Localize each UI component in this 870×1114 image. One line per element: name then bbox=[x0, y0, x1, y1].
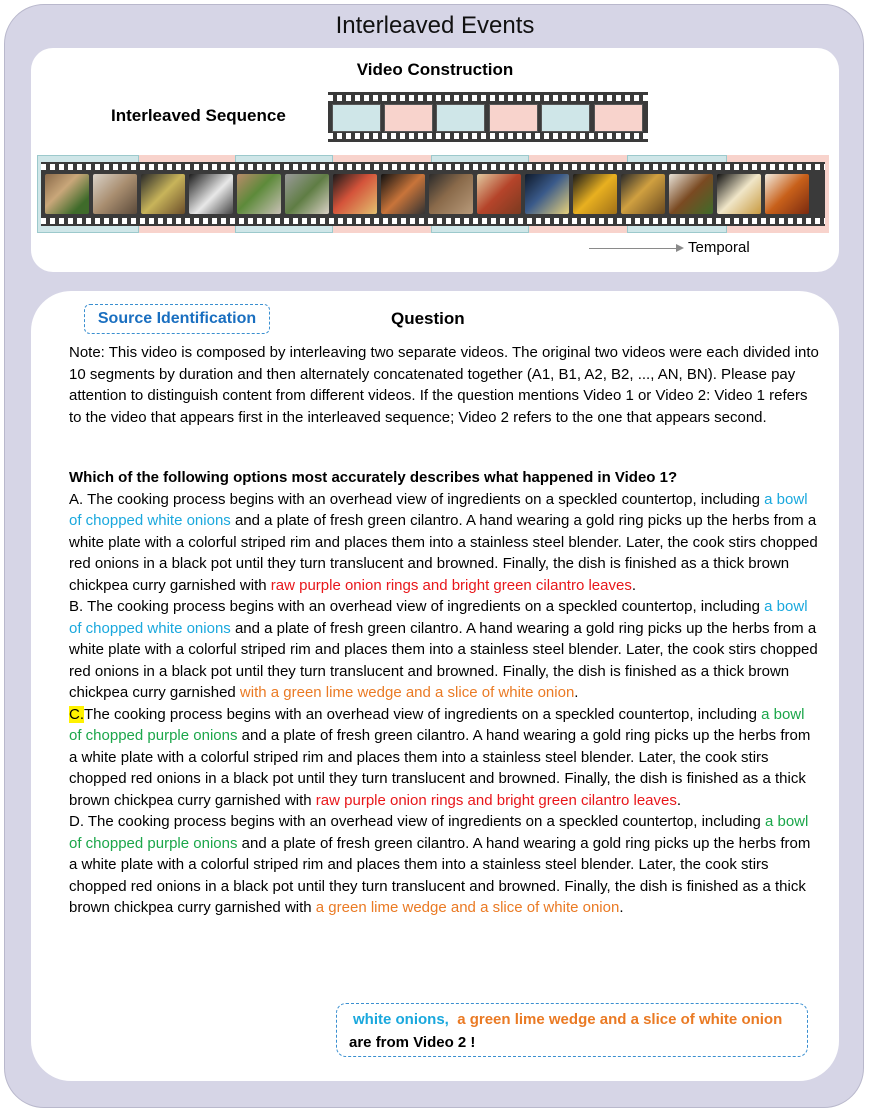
frame-thumbnail bbox=[141, 174, 185, 214]
option-text: The cooking process begins with an overhead view of ingredients on a speckled countertop, including bbox=[84, 813, 765, 830]
note-text: Note: This video is composed by interleaving two separate videos. The original two videos were each divided into 10 segments by duration and then alternately concatenated together (A1, B1, A2, B2, ..., AN, BN). Please pay attention to distinguish content from different videos. If the question mentions Video 1 or Video 2: Video 1 refers to the video that appears first in the interleaved sequence; Video 2 refers to the one that appears second. bbox=[69, 344, 819, 426]
temporal-label: Temporal bbox=[688, 239, 750, 256]
question-panel bbox=[31, 291, 839, 1081]
highlight-lime-garnish: a green lime wedge and a slice of white onion bbox=[315, 899, 620, 916]
sequence-segment-video2 bbox=[489, 104, 538, 132]
highlight-purple-onions: a bowl of chopped purple onions bbox=[69, 813, 809, 852]
video-construction-panel bbox=[31, 48, 839, 272]
frame-thumbnail bbox=[381, 174, 425, 214]
frame-thumbnail bbox=[93, 174, 137, 214]
sequence-segment-video1 bbox=[436, 104, 485, 132]
option-text: and a plate of fresh green cilantro. A hand wearing a gold ring picks up the herbs from a white plate with a colorful striped rim and places them into a stainless steel blender. Later, the cook stirs chopped red onions in a black pot until they turn translucent and browned. Finally, the dish is finished as a thick brown chickpea curry garnished with bbox=[69, 512, 818, 594]
page-title: Interleaved Events bbox=[335, 12, 535, 39]
highlight-white-onions: a bowl of chopped white onions bbox=[69, 598, 808, 637]
option-d bbox=[69, 811, 819, 919]
option-letter-correct: C. bbox=[69, 705, 84, 723]
sequence-segment-video2 bbox=[594, 104, 643, 132]
frame-thumbnail bbox=[573, 174, 617, 214]
temporal-arrow-line bbox=[589, 248, 681, 249]
callout-white-onions: white onions, bbox=[353, 1011, 449, 1028]
option-a bbox=[69, 489, 819, 597]
answer-callout bbox=[336, 1003, 808, 1057]
frame-thumbnail bbox=[525, 174, 569, 214]
frame-thumbnail bbox=[237, 174, 281, 214]
option-c bbox=[69, 704, 819, 812]
option-text: . bbox=[619, 899, 624, 916]
option-text: and a plate of fresh green cilantro. A hand wearing a gold ring picks up the herbs from a white plate with a colorful striped rim and places them into a stainless steel blender. Later, the cook stirs chopped red onions in a black pot until they turn translucent and browned. Finally, the dish is finished as a thick brown chickpea curry garnished bbox=[69, 619, 818, 701]
question-and-options bbox=[69, 467, 819, 919]
frame-thumbnail bbox=[429, 174, 473, 214]
callout-line-1 bbox=[353, 1011, 782, 1028]
option-letter: A. bbox=[69, 490, 84, 508]
frame-thumbnail bbox=[189, 174, 233, 214]
sequence-segment-video2 bbox=[384, 104, 433, 132]
option-text: . bbox=[574, 684, 579, 701]
option-letter: B. bbox=[69, 598, 84, 615]
sequence-label: Interleaved Sequence bbox=[111, 106, 286, 125]
option-b bbox=[69, 596, 819, 704]
option-letter: D. bbox=[69, 813, 84, 830]
highlight-purple-onions: a bowl of chopped purple onions bbox=[69, 705, 805, 744]
frame-thumbnail bbox=[765, 174, 809, 214]
option-text: . bbox=[631, 576, 636, 594]
highlight-purple-garnish: raw purple onion rings and bright green cilantro leaves bbox=[270, 576, 632, 594]
highlight-white-onions: a bowl of chopped white onions bbox=[69, 490, 808, 529]
frame-thumbnail bbox=[45, 174, 89, 214]
highlight-lime-garnish: with a green lime wedge and a slice of white onion bbox=[239, 684, 575, 701]
option-text: The cooking process begins with an overhead view of ingredients on a speckled countertop, including bbox=[83, 598, 765, 615]
callout-line-2: are from Video 2 ! bbox=[349, 1034, 476, 1051]
construction-title: Video Construction bbox=[356, 60, 514, 79]
option-text: The cooking process begins with an overhead view of ingredients on a speckled countertop, including bbox=[84, 705, 762, 723]
option-text: and a plate of fresh green cilantro. A hand wearing a gold ring picks up the herbs from a white plate with a colorful striped rim and places them into a stainless steel blender. Later, the cook stirs chopped red onions in a black pot until they turn translucent and browned. Finally, the dish is finished as a thick brown chickpea curry garnished with bbox=[69, 727, 811, 809]
frame-thumbnail bbox=[333, 174, 377, 214]
frame-thumbnail bbox=[669, 174, 713, 214]
sequence-segment-video1 bbox=[332, 104, 381, 132]
source-identification-badge: Source Identification bbox=[84, 304, 270, 334]
frame-thumbnail bbox=[477, 174, 521, 214]
option-text: The cooking process begins with an overhead view of ingredients on a speckled countertop, including bbox=[83, 490, 765, 508]
question-label: Question bbox=[391, 309, 465, 328]
sequence-filmstrip bbox=[328, 92, 648, 142]
sequence-segment-video1 bbox=[541, 104, 590, 132]
callout-lime-garnish: a green lime wedge and a slice of white onion bbox=[457, 1011, 783, 1028]
frame-thumbnail bbox=[621, 174, 665, 214]
frame-thumbnail bbox=[717, 174, 761, 214]
arrow-right-icon bbox=[676, 244, 684, 252]
option-text: and a plate of fresh green cilantro. A hand wearing a gold ring picks up the herbs from a white plate with a colorful striped rim and places them into a stainless steel blender. Later, the cook stirs chopped red onions in a black pot until they turn translucent and browned. Finally, the dish is finished as a thick brown chickpea curry garnished with bbox=[69, 834, 811, 916]
frame-thumbnail bbox=[285, 174, 329, 214]
option-text: . bbox=[676, 791, 682, 809]
question-text: Which of the following options most accurately describes what happened in Video 1? bbox=[69, 469, 678, 486]
highlight-purple-garnish: raw purple onion rings and bright green cilantro leaves bbox=[315, 791, 677, 809]
